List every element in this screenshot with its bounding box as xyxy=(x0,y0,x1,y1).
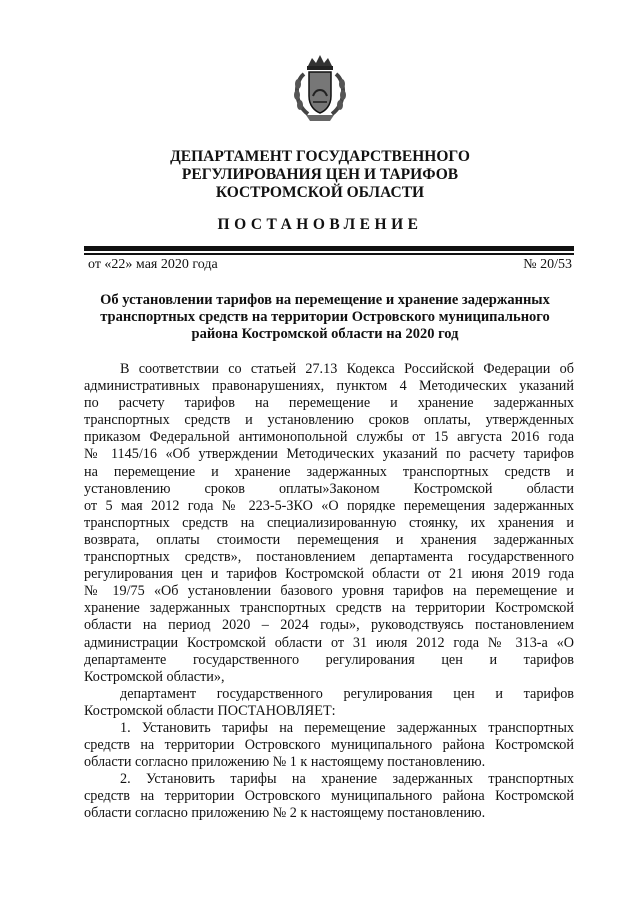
subject-line: Об установлении тарифов на перемещение и хранение задержанных xyxy=(100,292,550,308)
department-line: РЕГУЛИРОВАНИЯ ЦЕН И ТАРИФОВ xyxy=(181,166,459,183)
body-line: Костромской области», xyxy=(84,668,225,685)
date-number-row xyxy=(88,257,572,273)
body-line: области согласно приложению № 1 к настоящему постановлению. xyxy=(84,754,486,771)
department-line: ДЕПАРТАМЕНТ ГОСУДАРСТВЕННОГО xyxy=(170,148,470,165)
body-line: администрации Костромской области от 31 июля 2012 года № 313-а «О xyxy=(84,634,574,651)
department-line: КОСТРОМСКОЙ ОБЛАСТИ xyxy=(215,184,425,201)
body-line: административных правонарушениях, пунктом 4 Методических указаний xyxy=(84,378,574,395)
body-line: области согласно приложению № 2 к настоящему постановлению. xyxy=(84,805,486,822)
body-line: от 5 мая 2012 года № 223-5-ЗКО «О порядке перемещения задержанных xyxy=(84,497,574,514)
body-line: средств на территории Островского муниципального района Костромской xyxy=(84,788,574,805)
body-line: В соответствии со статьей 27.13 Кодекса Российской Федерации об xyxy=(120,361,574,377)
body-line: департамент государственного регулирования цен и тарифов xyxy=(120,685,574,702)
body-line: области на период 2020 – 2024 годы», руководствуясь постановлением xyxy=(84,617,574,634)
document-number: № 20/53 xyxy=(523,257,572,272)
body-line: № 19/75 «Об установлении базового уровня тарифов на перемещение и xyxy=(84,583,574,600)
body-line: департаменте государственного регулирования цен и тарифов xyxy=(84,651,574,668)
body-line: транспортных средств», постановлением департамента государственного xyxy=(84,549,574,566)
body-line: средств на территории Островского муниципального района Костромской xyxy=(84,737,574,754)
body-line: возврата, оплаты стоимости перемещения и хранения задержанных xyxy=(84,531,574,548)
header-divider-thin xyxy=(84,253,574,255)
document-date: от «22» мая 2020 года xyxy=(88,257,218,272)
body-line: 2. Установить тарифы на хранение задержанных транспортных xyxy=(120,771,574,788)
document-body xyxy=(84,361,574,823)
body-line: по расчету тарифов на перемещение и хранение задержанных xyxy=(84,395,574,412)
document-subject xyxy=(80,292,570,343)
header-divider-thick xyxy=(84,246,574,251)
body-line: установлению сроков оплаты»Законом Костромской области xyxy=(84,480,574,497)
body-line: № 1145/16 «Об утверждении Методических указаний по расчету тарифов xyxy=(84,446,574,463)
body-line: транспортных средств на специализированную стоянку, их хранения и xyxy=(84,514,574,531)
body-line: на перемещение и хранение задержанных транспортных средств и xyxy=(84,463,574,480)
body-line: регулирования цен и тарифов Костромской области от 21 июня 2019 года xyxy=(84,566,574,583)
coat-of-arms-icon xyxy=(290,52,350,124)
body-line: 1. Установить тарифы на перемещение задержанных транспортных xyxy=(120,719,574,736)
subject-line: транспортных средств на территории Островского муниципального xyxy=(100,309,550,325)
body-line: транспортных средств и установлению сроков оплаты, утвержденных xyxy=(84,412,574,429)
body-line: Костромской области ПОСТАНОВЛЯЕТ: xyxy=(84,702,336,719)
subject-line: района Костромской области на 2020 год xyxy=(191,326,459,342)
department-name xyxy=(100,148,540,202)
body-line: приказом Федеральной антимонопольной службы от 15 августа 2016 года xyxy=(84,429,574,446)
body-line: хранение задержанных транспортных средств на территории Костромской xyxy=(84,600,574,617)
document-type-title: ПОСТАНОВЛЕНИЕ xyxy=(217,216,423,233)
